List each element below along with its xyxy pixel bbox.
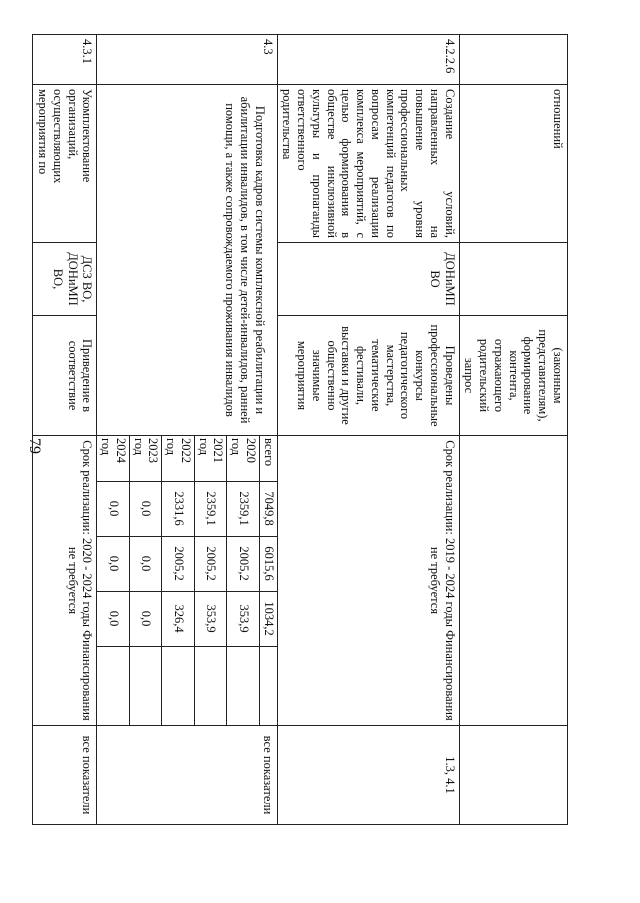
- row-number: 4.3: [97, 35, 277, 85]
- finance-value: 0,0: [130, 481, 163, 536]
- finance-value: 0,0: [130, 591, 163, 646]
- event-cell: Укомплектование организаций, осуществляющих мероприятия по: [33, 85, 97, 243]
- finance-row: [162, 436, 195, 726]
- indicators-cell: все показатели: [97, 726, 277, 825]
- finance-value: 2331,6: [162, 481, 195, 536]
- indicators-cell: все показатели: [33, 726, 97, 825]
- finance-value: 0,0: [98, 591, 130, 646]
- program-table: [33, 34, 569, 825]
- event-cell: отношений: [459, 85, 567, 243]
- executor-cell: [459, 243, 567, 316]
- finance-year: 2024 год: [98, 436, 130, 481]
- page-number: 79: [26, 438, 43, 454]
- finance-year: всего: [260, 436, 277, 481]
- finance-value: 353,9: [227, 591, 260, 646]
- finance-table: [98, 436, 277, 726]
- finance-year: 2021 год: [195, 436, 228, 481]
- finance-spacer: [260, 646, 277, 726]
- row-number: [459, 35, 567, 85]
- finance-value: 326,4: [162, 591, 195, 646]
- finance-value: 0,0: [98, 536, 130, 591]
- table-row: [459, 35, 567, 825]
- finance-value: 353,9: [195, 591, 228, 646]
- finance-value: 2005,2: [162, 536, 195, 591]
- table-row: [277, 35, 459, 825]
- schedule-cell: Срок реализации: 2020 - 2024 годы Финансирования не требуется: [33, 436, 97, 726]
- schedule-cell: Срок реализации: 2019 - 2024 годы Финансирования не требуется: [277, 436, 459, 726]
- executor-cell: ДСЗ ВО, ДОНиМП ВО,: [33, 243, 97, 316]
- finance-value: 6015,6: [260, 536, 277, 591]
- finance-value: 1034,2: [260, 591, 277, 646]
- finance-row: [260, 436, 277, 726]
- finance-year: 2022 год: [162, 436, 195, 481]
- finance-value: 0,0: [98, 481, 130, 536]
- finance-row: [130, 436, 163, 726]
- event-cell: Создание условий, направленных на повышение уровня профессиональных компетенций педагогов по вопросам реализации комплекса мероприятий, с целью формирования в обществе инклюзивной культуры и пропаганды ответственного родительства: [277, 85, 459, 243]
- indicators-cell: 1.3, 4.1: [277, 726, 459, 825]
- result-cell: Приведение в соответствие: [33, 316, 97, 436]
- finance-spacer: [98, 646, 130, 726]
- executor-cell: ДОНиМП ВО: [277, 243, 459, 316]
- finance-spacer: [162, 646, 195, 726]
- finance-value: 7049,8: [260, 481, 277, 536]
- finance-year: 2020 год: [227, 436, 260, 481]
- finance-value: 2005,2: [195, 536, 228, 591]
- indicators-cell: [459, 726, 567, 825]
- rotated-table-container: [36, 34, 568, 824]
- finance-value: 2005,2: [227, 536, 260, 591]
- schedule-cell: [459, 436, 567, 726]
- finance-spacer: [130, 646, 163, 726]
- finance-spacer: [195, 646, 228, 726]
- finance-spacer: [227, 646, 260, 726]
- finance-value: 2359,1: [227, 481, 260, 536]
- event-cell: Подготовка кадров системы комплексной реабилитации и абилитации инвалидов, в том числе детей-инвалидов, ранней помощи, а также сопровождаемого проживания инвалидов: [97, 85, 277, 436]
- finance-year: 2023 год: [130, 436, 163, 481]
- finance-value: 0,0: [130, 536, 163, 591]
- row-number: 4.3.1: [33, 35, 97, 85]
- result-cell: (законным представителям), формирование контента, отражающего родительский запрос: [459, 316, 567, 436]
- finance-row: [195, 436, 228, 726]
- finance-value: 2359,1: [195, 481, 228, 536]
- finance-row: [98, 436, 130, 726]
- row-number: 4.2.2.6: [277, 35, 459, 85]
- finance-row: [227, 436, 260, 726]
- result-cell: Проведены профессиональные конкурсы педагогического мастерства, тематические фестивали, выставки и другие общественно значимые мероприятия: [277, 316, 459, 436]
- table-row: [33, 35, 97, 825]
- table-row: [97, 35, 277, 825]
